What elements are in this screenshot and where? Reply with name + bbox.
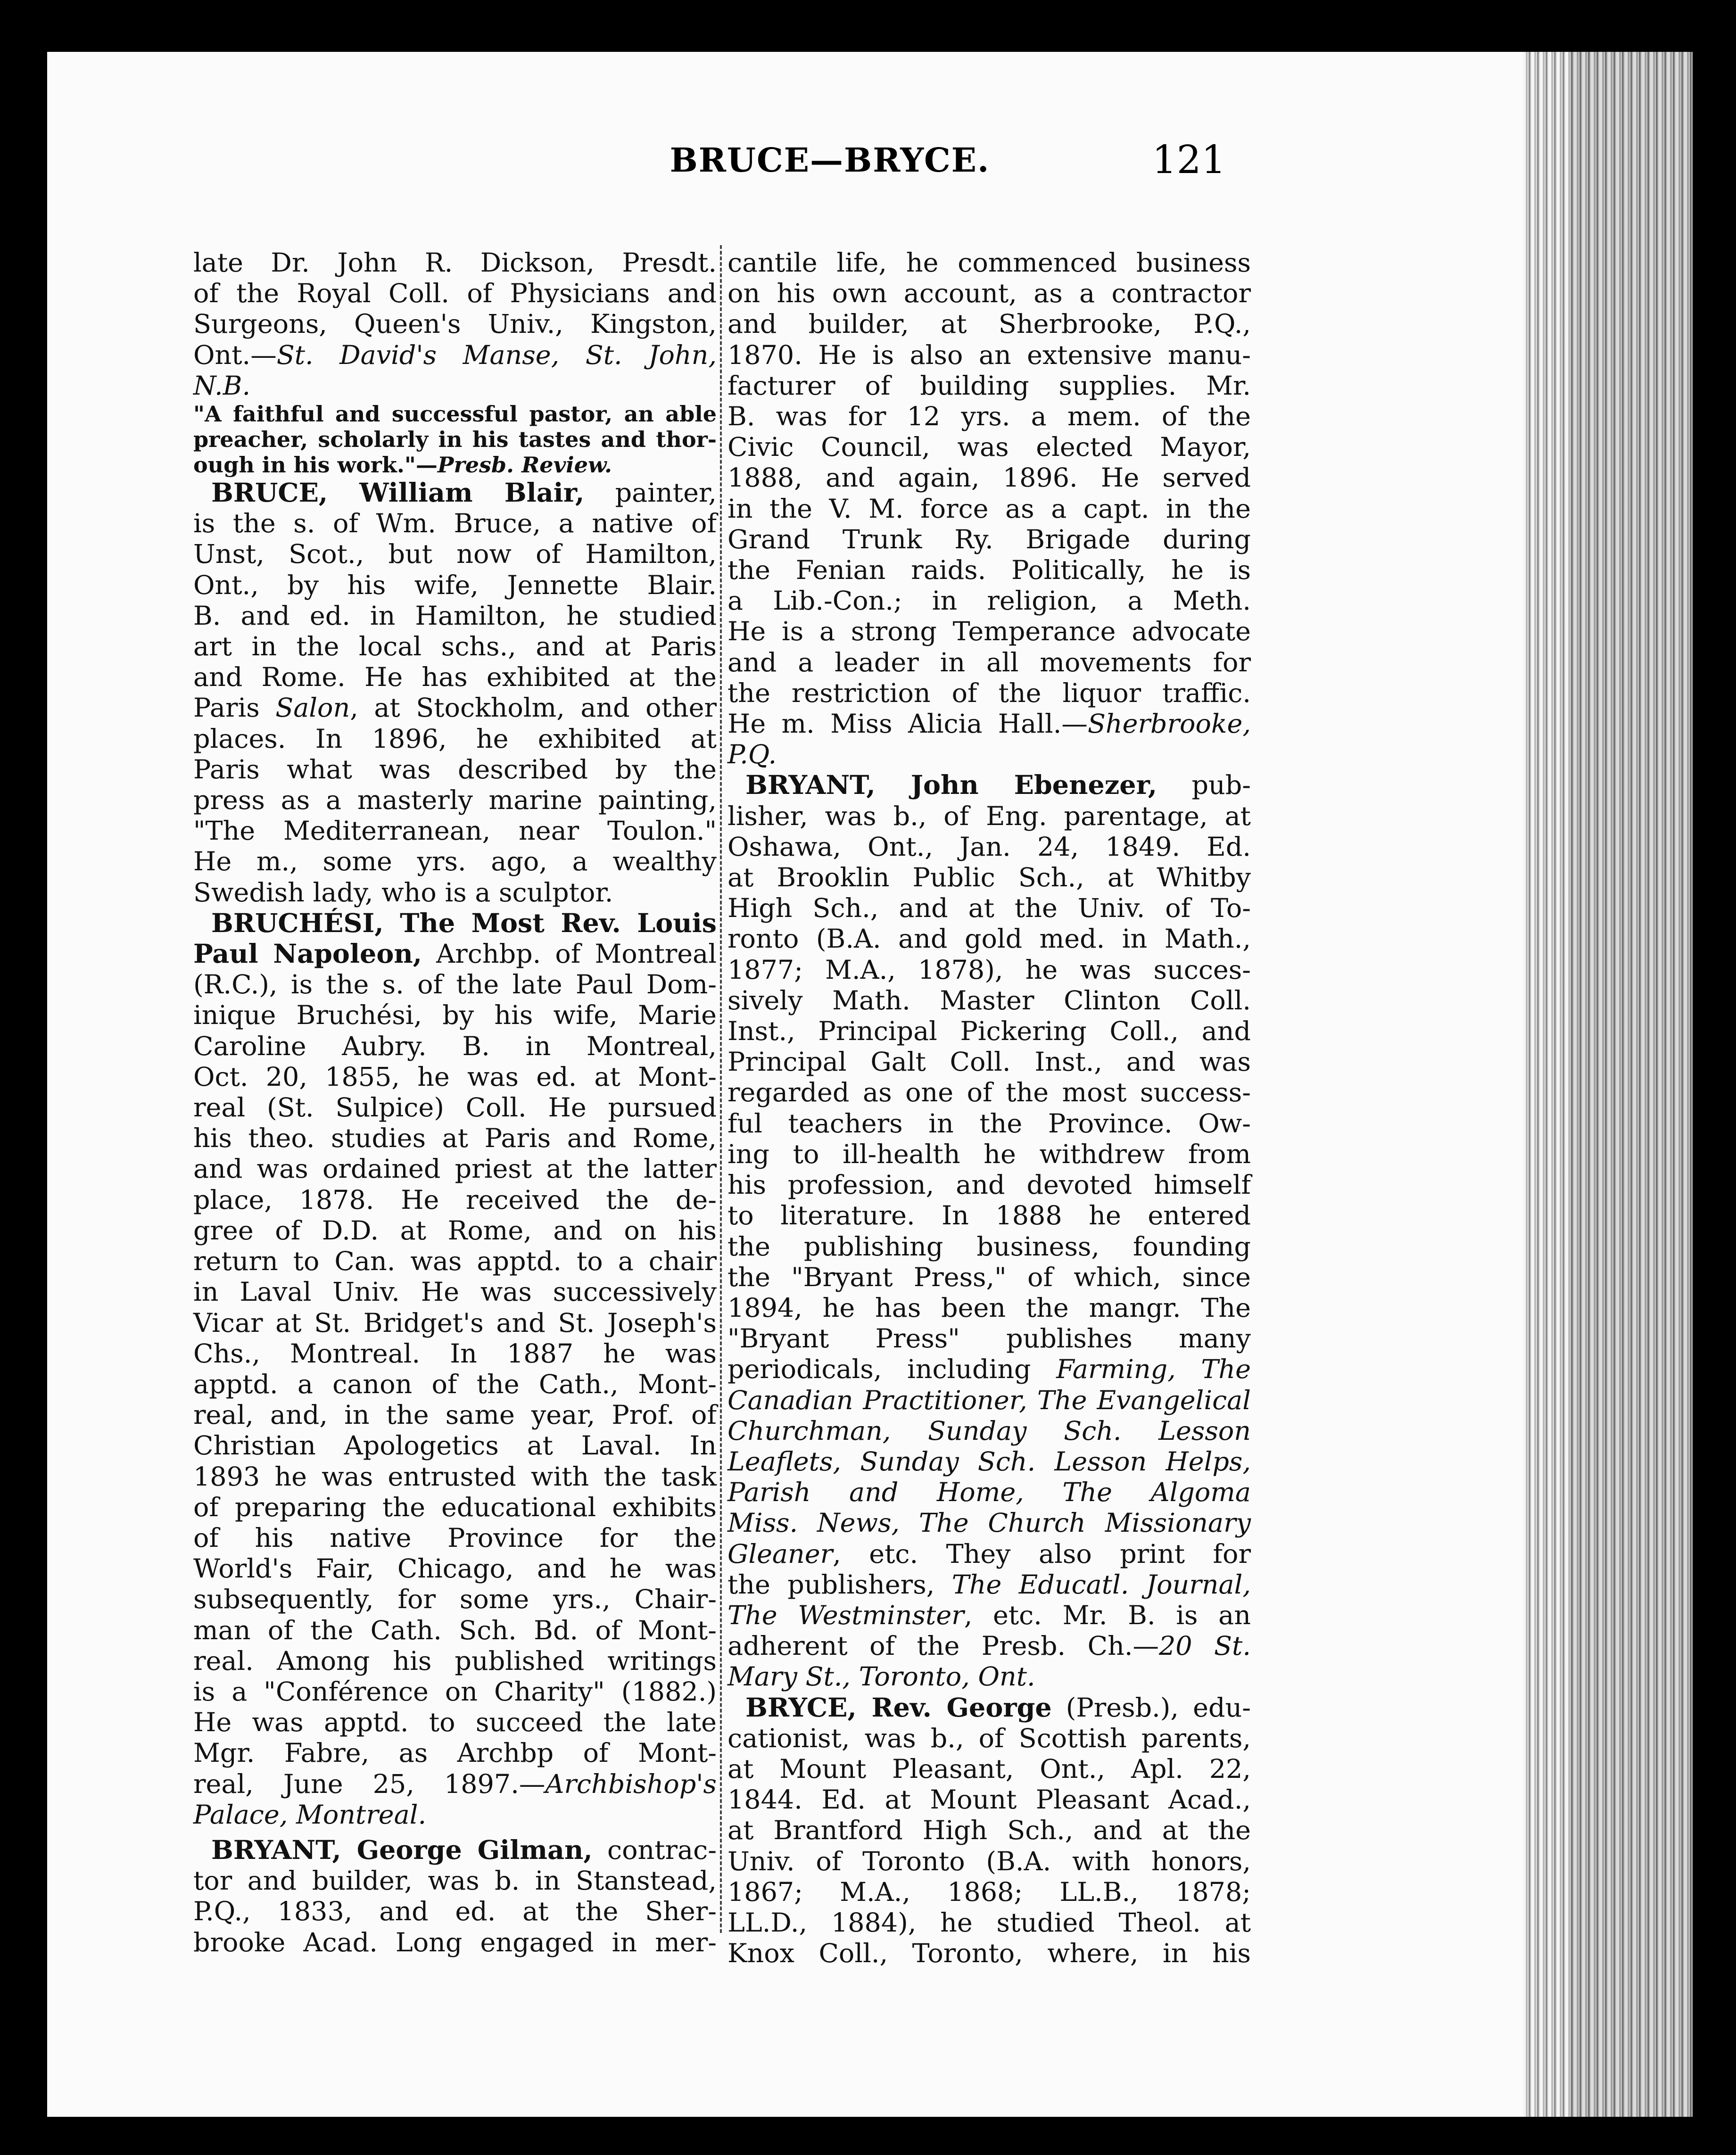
text-line: Churchman, Sunday Sch. Lesson bbox=[727, 1415, 1251, 1446]
text-line: inique Bruchési, by his wife, Marie bbox=[193, 1000, 717, 1031]
address: 20 St. bbox=[1158, 1631, 1251, 1662]
entry-heading: BRUCE, William Blair, painter, bbox=[211, 478, 717, 509]
entry-name: Paul Napoleon, bbox=[193, 939, 422, 970]
text-line: his theo. studies at Paris and Rome, bbox=[193, 1123, 717, 1154]
column-divider bbox=[720, 245, 722, 1933]
text-line: Leaflets, Sunday Sch. Lesson Helps, bbox=[727, 1446, 1251, 1477]
text-line: Vicar at St. Bridget's and St. Joseph's bbox=[193, 1307, 717, 1338]
text-line: 1888, and again, 1896. He served bbox=[727, 462, 1251, 494]
text-line: and Rome. He has exhibited at the bbox=[193, 662, 717, 693]
text-line: (R.C.), is the s. of the late Paul Dom- bbox=[193, 969, 717, 1000]
text-line: man of the Cath. Sch. Bd. of Mont- bbox=[193, 1615, 717, 1646]
text-line: Oct. 20, 1855, he was ed. at Mont- bbox=[193, 1061, 717, 1092]
text-line: Christian Apologetics at Laval. In bbox=[193, 1430, 717, 1461]
text-line: art in the local schs., and at Paris bbox=[193, 631, 717, 662]
text-line: and was ordained priest at the latter bbox=[193, 1154, 717, 1185]
running-title: BRUCE—BRYCE. bbox=[670, 140, 990, 180]
text-line: ful teachers in the Province. Ow- bbox=[727, 1108, 1251, 1139]
text-line: P.Q., 1833, and ed. at the Sher- bbox=[193, 1896, 717, 1927]
address-cont: Palace, Montreal. bbox=[193, 1799, 427, 1830]
text-line: 1870. He is also an extensive manu- bbox=[727, 339, 1251, 371]
text-line: his profession, and devoted himself bbox=[727, 1170, 1251, 1201]
address: St. David's Manse, St. John, bbox=[276, 339, 717, 371]
text-line: Knox Coll., Toronto, where, in his bbox=[727, 1938, 1251, 1969]
text-line: Paris Salon, at Stockholm, and other bbox=[193, 693, 717, 724]
text-line: brooke Acad. Long engaged in mer- bbox=[193, 1927, 717, 1958]
entry-name: BRYANT, George Gilman, bbox=[211, 1834, 593, 1866]
text-line: Oshawa, Ont., Jan. 24, 1849. Ed. bbox=[727, 831, 1251, 862]
text-line: Parish and Home, The Algoma bbox=[727, 1477, 1251, 1508]
text-line: cantile life, he commenced business bbox=[727, 248, 1251, 278]
text-line: return to Can. was apptd. to a chair bbox=[193, 1246, 717, 1277]
text-line: Surgeons, Queen's Univ., Kingston, bbox=[193, 309, 717, 340]
text-line: is a "Conférence on Charity" (1882.) bbox=[193, 1676, 717, 1707]
text-line: a Lib.-Con.; in religion, a Meth. bbox=[727, 586, 1251, 617]
text-line: the "Bryant Press," of which, since bbox=[727, 1262, 1251, 1293]
text-line: places. In 1896, he exhibited at bbox=[193, 723, 717, 754]
text-line: He is a strong Temperance advocate bbox=[727, 616, 1251, 647]
text-line: Unst, Scot., but now of Hamilton, bbox=[193, 539, 717, 570]
text-line: at Brantford High Sch., and at the bbox=[727, 1815, 1251, 1846]
text-line: Paris what was described by the bbox=[193, 754, 717, 785]
text-line: "The Mediterranean, near Toulon." bbox=[193, 816, 717, 847]
text-line: lisher, was b., of Eng. parentage, at bbox=[727, 801, 1251, 832]
text-line: He was apptd. to succeed the late bbox=[193, 1707, 717, 1738]
text-line: 1844. Ed. at Mount Pleasant Acad., bbox=[727, 1784, 1251, 1816]
text-line: adherent of the Presb. Ch.—20 St. bbox=[727, 1631, 1251, 1662]
address-cont: N.B. bbox=[193, 370, 251, 401]
entry-heading: BRYANT, John Ebenezer, pub- bbox=[745, 770, 1251, 801]
address: Archbishop's bbox=[545, 1768, 717, 1800]
entry-heading: BRYCE, Rev. George (Presb.), edu- bbox=[745, 1692, 1251, 1723]
text-line: Swedish lady, who is a sculptor. bbox=[193, 877, 613, 908]
address-cont: Mary St., Toronto, Ont. bbox=[727, 1661, 1035, 1693]
text-line: Ont., by his wife, Jennette Blair. bbox=[193, 570, 717, 601]
text-line: cationist, was b., of Scottish parents, bbox=[727, 1723, 1251, 1754]
text-line: 1867; M.A., 1868; LL.B., 1878; bbox=[727, 1876, 1251, 1907]
entry-name: BRYANT, John Ebenezer, bbox=[745, 770, 1157, 801]
text-line: 1894, he has been the mangr. The bbox=[727, 1292, 1251, 1323]
entry-name: BRYCE, Rev. George bbox=[745, 1692, 1052, 1723]
text-line: of his native Province for the bbox=[193, 1522, 717, 1553]
text-line: to literature. In 1888 he entered bbox=[727, 1200, 1251, 1231]
text-line: "Bryant Press" publishes many bbox=[727, 1323, 1251, 1354]
text-line: is the s. of Wm. Bruce, a native of bbox=[193, 508, 717, 539]
text-line: Chs., Montreal. In 1887 he was bbox=[193, 1338, 717, 1369]
text-line: and a leader in all movements for bbox=[727, 647, 1251, 678]
text-line: B. and ed. in Hamilton, he studied bbox=[193, 600, 717, 631]
text-line: He m., some yrs. ago, a wealthy bbox=[193, 846, 717, 877]
left-column bbox=[193, 248, 717, 1958]
text-line: apptd. a canon of the Cath., Mont- bbox=[193, 1369, 717, 1400]
text-line: at Brooklin Public Sch., at Whitby bbox=[727, 862, 1251, 893]
text-line: in Laval Univ. He was successively bbox=[193, 1277, 717, 1308]
text-line: regarded as one of the most success- bbox=[727, 1077, 1251, 1108]
address: Sherbrooke, bbox=[1087, 709, 1251, 740]
text-line: Paul Napoleon, Archbp. of Montreal bbox=[193, 939, 717, 970]
text-line: of preparing the educational exhibits bbox=[193, 1492, 717, 1523]
quote-line: "A faithful and successful pastor, an able bbox=[193, 401, 717, 427]
right-column bbox=[727, 248, 1251, 1969]
text-line: Grand Trunk Ry. Brigade during bbox=[727, 524, 1251, 555]
text-line: Inst., Principal Pickering Coll., and bbox=[727, 1016, 1251, 1047]
text-line: in the V. M. force as a capt. in the bbox=[727, 493, 1251, 524]
text-line: World's Fair, Chicago, and he was bbox=[193, 1553, 717, 1585]
text-line: subsequently, for some yrs., Chair- bbox=[193, 1584, 717, 1615]
text-line: facturer of building supplies. Mr. bbox=[727, 370, 1251, 401]
text-line: real, June 25, 1897.—Archbishop's bbox=[193, 1768, 717, 1800]
text-line: LL.D., 1884), he studied Theol. at bbox=[727, 1907, 1251, 1938]
text-line: Gleaner, etc. They also print for bbox=[727, 1538, 1251, 1569]
page-number: 121 bbox=[1152, 138, 1226, 182]
text-line: real (St. Sulpice) Coll. He pursued bbox=[193, 1092, 717, 1123]
text-line: tor and builder, was b. in Stanstead, bbox=[193, 1866, 717, 1897]
text-line: Miss. News, The Church Missionary bbox=[727, 1508, 1251, 1539]
address-cont: P.Q. bbox=[727, 739, 777, 770]
text-line: The Westminster, etc. Mr. B. is an bbox=[727, 1600, 1251, 1631]
text-line: 1893 he was entrusted with the task bbox=[193, 1461, 717, 1492]
text-line: at Mount Pleasant, Ont., Apl. 22, bbox=[727, 1753, 1251, 1784]
text-line: the publishers, The Educatl. Journal, bbox=[727, 1569, 1251, 1600]
entry-heading: BRYANT, George Gilman, contrac- bbox=[211, 1834, 717, 1866]
quote-line: preacher, scholarly in his tastes and thor- bbox=[193, 427, 717, 453]
text-line: of the Royal Coll. of Physicians and bbox=[193, 278, 717, 309]
text-line: real, and, in the same year, Prof. of bbox=[193, 1400, 717, 1431]
quote-line: ough in his work."—Presb. Review. bbox=[193, 452, 612, 478]
text-line: the publishing business, founding bbox=[727, 1231, 1251, 1262]
text-line: gree of D.D. at Rome, and on his bbox=[193, 1215, 717, 1246]
text-line: Civic Council, was elected Mayor, bbox=[727, 432, 1251, 463]
text-line: B. was for 12 yrs. a mem. of the bbox=[727, 401, 1251, 432]
text-line: and builder, at Sherbrooke, P.Q., bbox=[727, 309, 1251, 340]
text-line: 1877; M.A., 1878), he was succes- bbox=[727, 954, 1251, 985]
text-line: He m. Miss Alicia Hall.—Sherbrooke, bbox=[727, 709, 1251, 740]
quote-source: Presb. Review. bbox=[437, 452, 612, 478]
text-line: the restriction of the liquor traffic. bbox=[727, 677, 1251, 709]
page-edge-shading bbox=[1523, 52, 1693, 2117]
text-line: place, 1878. He received the de- bbox=[193, 1184, 717, 1215]
text-line: Canadian Practitioner, The Evangelical bbox=[727, 1385, 1251, 1416]
text-line: Caroline Aubry. B. in Montreal, bbox=[193, 1031, 717, 1062]
text-line: the Fenian raids. Politically, he is bbox=[727, 555, 1251, 586]
text-line: ronto (B.A. and gold med. in Math., bbox=[727, 924, 1251, 955]
entry-name: BRUCHÉSI, The Most Rev. Louis bbox=[211, 908, 717, 939]
text-line: periodicals, including Farming, The bbox=[727, 1354, 1251, 1385]
text-line: Ont.—St. David's Manse, St. John, bbox=[193, 339, 717, 371]
text-line: press as a masterly marine painting, bbox=[193, 785, 717, 816]
text-line: ing to ill-health he withdrew from bbox=[727, 1139, 1251, 1170]
text-line: Principal Galt Coll. Inst., and was bbox=[727, 1047, 1251, 1078]
text-line: High Sch., and at the Univ. of To- bbox=[727, 893, 1251, 924]
text-line: late Dr. John R. Dickson, Presdt. bbox=[193, 248, 717, 278]
text-line: Mgr. Fabre, as Archbp of Mont- bbox=[193, 1738, 717, 1769]
text-line: Univ. of Toronto (B.A. with honors, bbox=[727, 1846, 1251, 1877]
text-line: real. Among his published writings bbox=[193, 1645, 717, 1676]
entry-name: BRUCE, William Blair, bbox=[211, 478, 585, 509]
text-line: sively Math. Master Clinton Coll. bbox=[727, 985, 1251, 1016]
text-line: on his own account, as a contractor bbox=[727, 278, 1251, 309]
